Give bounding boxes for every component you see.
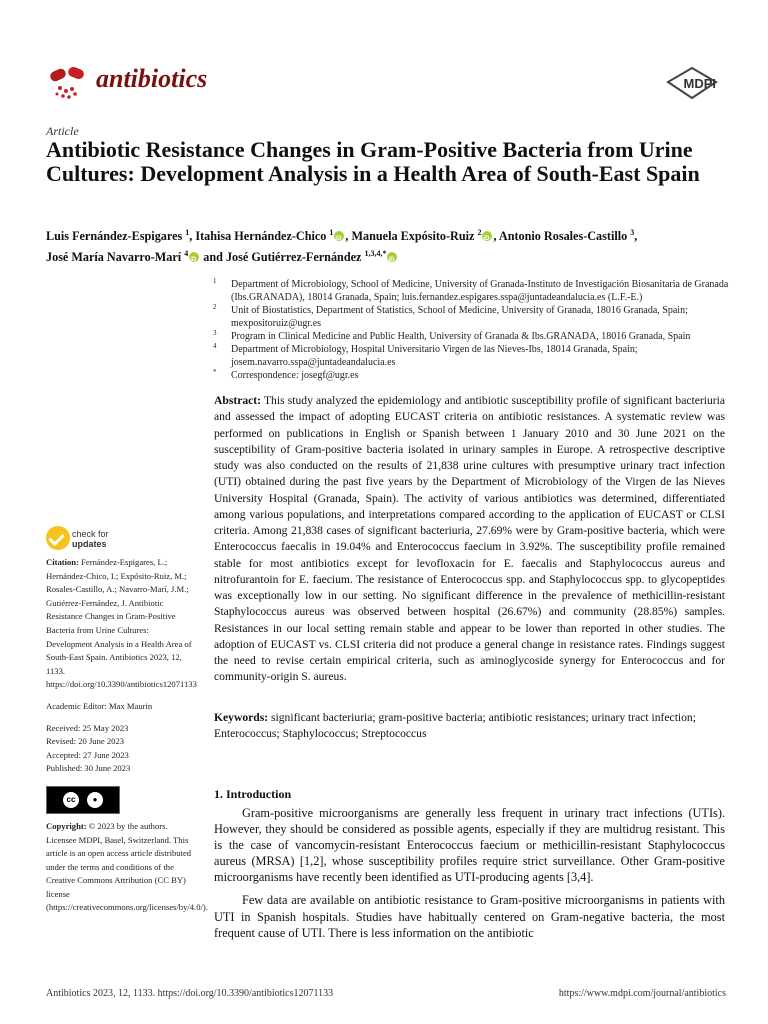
check-for-updates-badge[interactable]: check for updates xyxy=(46,526,196,552)
orcid-icon[interactable] xyxy=(482,231,492,241)
abstract-text: This study analyzed the epidemiology and antibiotic susceptibility profile of significant bacteriuria and assessed the impact of adopting EUCAST criteria on antibiotic resistances. A systematic review was performed on publications in English or Spanish between 1 January 2010 and 30 June 2021 on the susceptibility of Gram-positive bacteria isolated in urinary samples in Europe. A retrospective descriptive study was also conducted on the results of 21,838 urine cultures with presumptive urinary tract infection (UTI) obtained during the past five years by the Department of Microbiology of the Virgen de las Nieves University Hospital (Granada, Spain). The activity of various antibiotics was determined, differentiated among various populations, and interpretations compared according to the application of EUCAST or CLSI criteria. Among 21,838 cases of significant bacteriuria, 27.69% were by Gram-positive bacteria, which were Enterococcus faecalis in 19.04% and Enterococcus faecium in 3.92%. The susceptibility profile remained stable for most antibiotics except for levofloxacin for E. faecalis and Staphylococcus aureus and nitrofurantoin for E. faecium. The resistance of Enterococcus spp. and Staphylococcus spp. to glycopeptides was exceptionally low in our setting. No significant difference in the prevalence of methicillin-resistant Staphylococcus aureus was observed between hospital (26.67%) and community (28.85%) samples. Resistances in our local setting remain stable and appear to be lower than reported in other studies. The adoption of EUCAST vs. CLSI criteria did not produce a general change in resistance rates. Findings suggest the need to revise certain empirical criteria, such as aminoglycoside synergy for Enterococcus and for community-origin S. aureus. xyxy=(214,394,725,684)
abstract xyxy=(214,393,725,686)
affiliation-1: 1 Department of Microbiology, School of Medicine, University of Granada-Instituto de Investigación Biosanitaria de Granada (Ibs.GRANADA), 18014 Granada, Spain; luis.fernandez.espigares.sspa@juntadeandalucia.es (L.F.-E.) xyxy=(213,277,729,303)
article-title: Antibiotic Resistance Changes in Gram-Positive Bacteria from Urine Cultures: Development Analysis in a Health Area of South-East Spain xyxy=(46,137,700,186)
antibiotics-logo-icon xyxy=(46,62,90,102)
authors-line-1: Luis Fernández-Espigares $^1$, Itahisa Hernández-Chico $^1$iD , Manuela Expósito-Ruiz $^2$iD , Antonio Rosales-Castillo $^3$, xyxy=(46,224,726,245)
affiliation-3: 3 Program in Clinical Medicine and Public Health, University of Granada & Ibs.GRANADA, 18016 Granada, Spain xyxy=(213,329,691,342)
page-footer xyxy=(46,988,726,999)
affiliation-4: 4 Department of Microbiology, Hospital Universitario Virgen de las Nieves-Ibs, 18014 Granada, Spain; josem.navarro.sspa@juntadeandalucia.es xyxy=(213,342,638,368)
section-heading: 1. Introduction xyxy=(214,787,292,801)
article-type: Article xyxy=(46,124,79,138)
abstract-label: Abstract: xyxy=(214,394,262,407)
revised-date: Revised: 20 June 2023 xyxy=(46,736,125,747)
journal-header xyxy=(46,60,726,104)
published-date: Published: 30 June 2023 xyxy=(46,763,131,774)
correspondence: * Correspondence: josegf@ugr.es xyxy=(213,368,359,381)
keywords-label: Keywords: xyxy=(214,711,269,724)
affiliation-2: 2 Unit of Biostatistics, Department of Statistics, School of Medicine, University of Granada, 18016 Granada, Spain; mexpositoruiz@ugr.es xyxy=(213,303,688,329)
accepted-date: Accepted: 27 June 2023 xyxy=(46,749,129,760)
paragraph: Few data are available on antibiotic resistance to Gram-positive microorganisms in patients with UTI in Spanish hospitals. Studies have habitually centered on Gram-negative bacteria, the most frequent cause of UTI. There is less information on the antibiotic xyxy=(214,893,725,940)
paragraph: Gram-positive microorganisms are generally less frequent in urinary tract infections (UTIs). However, they should be considered as possible agents, especially if they are multidrug resistant. This is the case of vancomycin-resistant Enterococcus faecium or methicillin-resistant Staphylococcus aureus (MRSA) [1,2], whose susceptibility profiles require strict surveillance. Other Gram-positive microorganisms have recently been identified as UTI-producing agents [3,4]. xyxy=(214,806,725,885)
orcid-icon[interactable] xyxy=(189,252,199,262)
introduction-body xyxy=(214,805,725,948)
cc-by-license-icon[interactable]: cc ● xyxy=(46,786,120,814)
academic-editor: Academic Editor: Max Maurin xyxy=(46,700,153,711)
author-list xyxy=(46,224,726,266)
copyright: Copyright: © 2023 by the authors. Licensee MDPI, Basel, Switzerland. This article is an open access article distributed under the terms and conditions of the Creative Commons Attribution (CC BY) license (https://creativecommons.org/licenses/by/4.0/). xyxy=(46,820,208,913)
article-sidebar xyxy=(46,526,208,923)
footer-citation: Antibiotics 2023, 12, 1133. https://doi.org/10.3390/antibiotics12071133 xyxy=(46,988,334,999)
authors-line-2: José María Navarro-Marí $^4$iD and José Gutiérrez-Fernández $^{1,3,4,*}$iD xyxy=(46,245,726,266)
orcid-icon[interactable] xyxy=(387,252,397,262)
citation: Citation: Fernández-Espigares, L.; Hernández-Chico, I.; Expósito-Ruiz, M.; Rosales-Castillo, A.; Navarro-Marí, J.M.; Gutiérrez-Fernández, J. Antibiotic Resistance Changes in Gram-Positive Bacteria from Urine Cultures: Development Analysis in a Health Area of South-East Spain. Antibiotics 2023, 12, 1133. https://doi.org/10.3390/antibiotics12071133 xyxy=(46,557,197,690)
keywords xyxy=(214,710,725,742)
check-icon xyxy=(46,526,70,550)
affiliations xyxy=(213,278,733,382)
received-date: Received: 25 May 2023 xyxy=(46,722,129,733)
orcid-icon[interactable] xyxy=(334,231,344,241)
publisher-name: MDPI xyxy=(683,76,716,91)
journal-name: antibiotics xyxy=(96,64,208,93)
keywords-text: significant bacteriuria; gram-positive bacteria; antibiotic resistances; urinary tract infection; Enterococcus; Staphylococcus; Streptococcus xyxy=(214,711,696,740)
journal-url[interactable]: https://www.mdpi.com/journal/antibiotics xyxy=(558,988,726,999)
